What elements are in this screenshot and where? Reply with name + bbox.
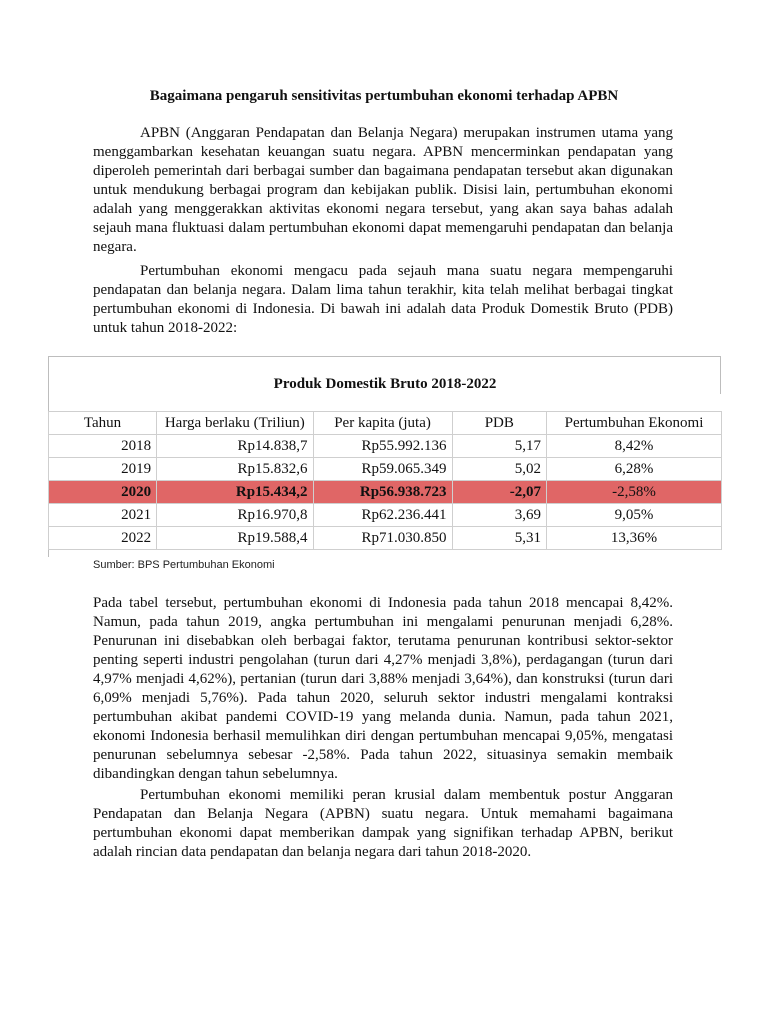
cell-growth: 6,28% <box>547 458 722 481</box>
pdb-table-container <box>48 356 722 556</box>
table-row-highlighted <box>49 481 722 504</box>
document-title: Bagaimana pengaruh sensitivitas pertumbuhan ekonomi terhadap APBN <box>149 88 619 104</box>
cell-growth: 9,05% <box>547 504 722 527</box>
cell-year: 2020 <box>49 481 157 504</box>
cell-harga: Rp19.588,4 <box>157 527 313 550</box>
table-header-row <box>49 412 722 435</box>
paragraph-intro: APBN (Anggaran Pendapatan dan Belanja Negara) merupakan instrumen utama yang menggambarkan kesehatan keuangan suatu negara. APBN mencerminkan pendapatan yang diperoleh pemerintah dari berbagai sumber dan bagaimana pendapatan tersebut akan digunakan untuk mendukung berbagai program dan kebijakan publik. Disisi lain, pertumbuhan ekonomi adalah yang menggerakkan aktivitas ekonomi negara tersebut, yang akan saya bahas adalah sejauh mana fluktuasi dalam pertumbuhan ekonomi dapat memengaruhi pendapatan dan belanja negara. <box>93 125 673 255</box>
table-row <box>49 458 722 481</box>
cell-growth: 8,42% <box>547 435 722 458</box>
paragraph-growth: Pertumbuhan ekonomi mengacu pada sejauh mana suatu negara mempengaruhi pendapatan dan belanja negara. Dalam lima tahun terakhir, kita telah melihat berbagai tingkat pertumbuhan ekonomi di Indonesia. Di bawah ini adalah data Produk Domestik Bruto (PDB) untuk tahun 2018-2022: <box>93 263 673 336</box>
pdb-table <box>48 411 722 550</box>
header-pdb: PDB <box>452 412 546 435</box>
cell-harga: Rp15.832,6 <box>157 458 313 481</box>
cell-year: 2018 <box>49 435 157 458</box>
header-tahun: Tahun <box>49 412 157 435</box>
cell-per-kapita: Rp59.065.349 <box>313 458 452 481</box>
cell-harga: Rp16.970,8 <box>157 504 313 527</box>
table-row <box>49 435 722 458</box>
header-harga-berlaku: Harga berlaku (Triliun) <box>157 412 313 435</box>
cell-per-kapita: Rp55.992.136 <box>313 435 452 458</box>
cell-year: 2022 <box>49 527 157 550</box>
cell-harga: Rp14.838,7 <box>157 435 313 458</box>
cell-harga: Rp15.434,2 <box>157 481 313 504</box>
cell-year: 2019 <box>49 458 157 481</box>
table-row <box>49 527 722 550</box>
cell-year: 2021 <box>49 504 157 527</box>
paragraph-analysis: Pada tabel tersebut, pertumbuhan ekonomi di Indonesia pada tahun 2018 mencapai 8,42%. Namun, pada tahun 2019, angka pertumbuhan ini mengalami penurunan menjadi 6,28%. Penurunan ini disebabkan oleh berbagai faktor, terutama penurunan kontribusi sektor-sektor penting seperti industri pengolahan (turun dari 4,27% menjadi 3,8%), perdagangan (turun dari 4,97% menjadi 4,62%), pertanian (turun dari 3,88% menjadi 3,64%), dan konstruksi (turun dari 6,09% menjadi 5,76%). Pada tahun 2020, seluruh sektor industri mengalami kontraksi pertumbuhan akibat pandemi COVID-19 yang melanda dunia. Namun, pada tahun 2021, ekonomi Indonesia berhasil memulihkan diri dengan pertumbuhan mencapai 9,05%, mengatasi penurunan sebelumnya sebesar -2,58%. Pada tahun 2022, situasinya semakin membaik dibandingkan dengan tahun sebelumnya. <box>93 595 673 782</box>
cell-per-kapita: Rp56.938.723 <box>313 481 452 504</box>
table-row <box>49 504 722 527</box>
paragraph-apbn: Pertumbuhan ekonomi memiliki peran krusial dalam membentuk postur Anggaran Pendapatan dan Belanja Negara (APBN) suatu negara. Untuk memahami bagaimana pertumbuhan ekonomi dapat memberikan dampak yang signifikan terhadap APBN, berikut adalah rincian data pendapatan dan belanja negara dari tahun 2018-2020. <box>93 787 673 860</box>
cell-growth: 13,36% <box>547 527 722 550</box>
cell-pdb: -2,07 <box>452 481 546 504</box>
cell-per-kapita: Rp62.236.441 <box>313 504 452 527</box>
cell-pdb: 5,31 <box>452 527 546 550</box>
cell-pdb: 5,17 <box>452 435 546 458</box>
cell-pdb: 3,69 <box>452 504 546 527</box>
header-pertumbuhan: Pertumbuhan Ekonomi <box>547 412 722 435</box>
cell-pdb: 5,02 <box>452 458 546 481</box>
table-source-note: Sumber: BPS Pertumbuhan Ekonomi <box>93 559 275 571</box>
cell-growth: -2,58% <box>547 481 722 504</box>
cell-per-kapita: Rp71.030.850 <box>313 527 452 550</box>
header-per-kapita: Per kapita (juta) <box>313 412 452 435</box>
table-title: Produk Domestik Bruto 2018-2022 <box>273 376 497 392</box>
